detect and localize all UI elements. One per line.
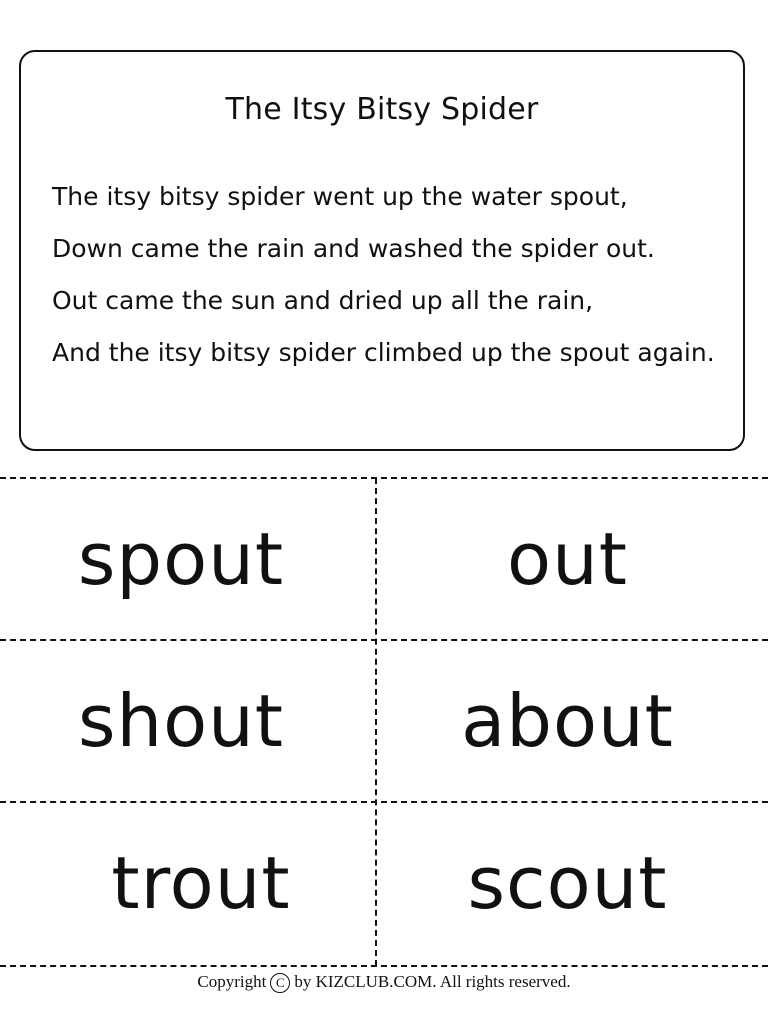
card-word: spout [77, 517, 285, 601]
word-card-trout [20, 802, 382, 964]
poem-box [19, 50, 745, 451]
poem-lines [52, 180, 715, 388]
card-word: shout [77, 679, 285, 763]
poem-title: The Itsy Bitsy Spider [225, 92, 539, 127]
word-card-out [377, 478, 768, 640]
poem-line: The itsy bitsy spider went up the water spout, [52, 182, 628, 211]
poem-line: And the itsy bitsy spider climbed up the spout again. [52, 338, 715, 367]
word-card-spout [0, 478, 362, 640]
cut-line-bottom [0, 965, 768, 967]
card-word: scout [467, 841, 668, 925]
card-word: trout [111, 841, 291, 925]
poem-line: Out came the sun and dried up all the rain, [52, 286, 594, 315]
card-word: about [461, 679, 674, 763]
word-card-scout [377, 802, 768, 964]
copyright-prefix: Copyright [197, 972, 267, 991]
copyright-suffix: by KIZCLUB.COM. All rights reserved. [294, 972, 571, 991]
copyright-icon: C [270, 973, 290, 993]
copyright-footer [0, 972, 768, 993]
word-card-shout [0, 640, 362, 802]
word-card-about [377, 640, 768, 802]
card-word: out [507, 517, 628, 601]
poem-line: Down came the rain and washed the spider out. [52, 234, 655, 263]
